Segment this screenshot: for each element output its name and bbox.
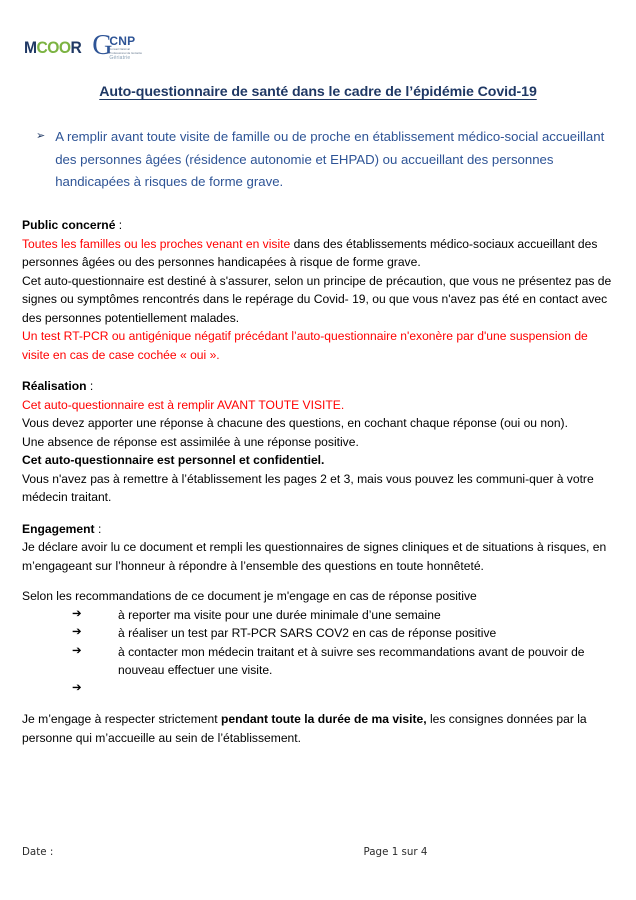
- closing-pre-text: Je m’engage à respecter strictement: [22, 712, 221, 727]
- document-body: [22, 216, 614, 747]
- list-item: [22, 643, 614, 680]
- header-logos: [24, 30, 143, 64]
- spacer-2: [22, 507, 614, 520]
- section-public-heading-label: Public concerné: [22, 218, 116, 232]
- cnp-g-letter: G: [92, 29, 113, 61]
- section-realisation-bold-line: Cet auto-questionnaire est personnel et confidentiel.: [22, 453, 325, 467]
- footer-date-label: Date :: [22, 846, 54, 858]
- section-public-para2: Cet auto-questionnaire est destiné à s'assurer, selon un principe de précaution, que vous ne présentez pas de signes ou symptômes rencontrés dans le repérage du Covid- 19, ou que vous n'avez pas été en contact avec des personnes potentiellement malades.: [22, 273, 612, 325]
- section-engagement-closing: [22, 710, 614, 747]
- list-item-label: [118, 680, 614, 698]
- cnp-logo-text: [109, 33, 143, 62]
- section-public-black-rest: dans des établissements médico-sociaux accueillant des personnes âgées ou des personnes handicapées à risque de forme grave.: [22, 236, 598, 269]
- mcoor-logo-part1: M: [24, 37, 37, 57]
- list-item-label: à réaliser un test par RT-PCR SARS COV2 en cas de réponse positive: [118, 626, 497, 640]
- section-public-red-para: Un test RT-PCR ou antigénique négatif précédant l’auto-questionnaire n'exonère par d'une suspension de visite en cas de case cochée « oui ».: [22, 329, 588, 362]
- section-engagement-intro-line: Selon les recommandations de ce document je m'engage en cas de réponse positive: [22, 589, 477, 603]
- arrow-right-icon: ➔: [72, 681, 82, 694]
- intro-bullet: [36, 126, 618, 194]
- footer-page-number: Page 1 sur 4: [363, 846, 428, 858]
- arrow-right-icon: ➔: [72, 626, 82, 638]
- cnp-subtitle-small: Gériatrie: [109, 55, 131, 62]
- mcoor-logo-part3: R: [70, 37, 82, 57]
- closing-post-text: les consignes données par la personne qui m’accueille au sein de l’établissement.: [22, 712, 587, 745]
- section-realisation-line2: Une absence de réponse est assimilée à une réponse positive.: [22, 434, 359, 449]
- cnp-wordmark: CNP: [109, 33, 136, 48]
- section-realisation-line3: Vous n'avez pas à remettre à l’établissement les pages 2 et 3, mais vous pouvez les communi-quer à votre médecin traitant.: [22, 471, 594, 504]
- section-realisation-heading-colon: :: [86, 379, 94, 393]
- section-engagement-para: Je déclare avoir lu ce document et rempli les questionnaires de signes cliniques et de situations à risques, en m’engageant sur l’honneur à répondre à l’ensemble des questions en toute honnêteté.: [22, 540, 607, 573]
- list-item: [22, 624, 614, 643]
- section-realisation-heading: [22, 377, 614, 396]
- intro-text: A remplir avant toute visite de famille ou de proche en établissement médico-social accueillant des personnes âgées (résidence autonomie et EHPAD) ou accueillant des personnes handicapées à risques de forme grave.: [55, 129, 605, 190]
- section-public-heading-colon: :: [115, 218, 123, 232]
- arrow-right-icon: ➔: [72, 607, 82, 620]
- cnp-logo: [92, 29, 143, 62]
- arrow-right-icon: ➔: [72, 644, 82, 657]
- page-title: Auto-questionnaire de santé dans le cadre de l’épidémie Covid-19: [99, 84, 537, 100]
- chevron-right-icon: ➢: [36, 130, 46, 142]
- spacer-4: [22, 697, 614, 710]
- section-realisation-red-line: Cet auto-questionnaire est à remplir AVANT TOUTE VISITE.: [22, 397, 345, 412]
- section-engagement-heading-label: Engagement: [22, 521, 95, 536]
- engagement-commitment-list: [22, 606, 614, 698]
- closing-bold-text: pendant toute la durée de ma visite,: [220, 712, 427, 727]
- list-item-label: à reporter ma visite pour une durée minimale d’une semaine: [118, 607, 441, 622]
- section-public-para1: [22, 235, 614, 272]
- section-public-heading: [22, 216, 614, 235]
- list-item: [22, 606, 614, 625]
- section-public-red-lead: Toutes les familles ou les proches venant en visite: [22, 236, 291, 251]
- list-item-label: à contacter mon médecin traitant et à suivre ses recommandations avant de pouvoir de nouveau effectuer une visite.: [118, 644, 585, 677]
- mcoor-logo-part2: COO: [36, 37, 71, 57]
- section-realisation: [22, 377, 614, 507]
- section-engagement-heading-colon: :: [94, 521, 102, 536]
- cnp-subtitle: Conseil National Professionnel de Gériatrie: [109, 47, 143, 55]
- spacer-3: [22, 575, 614, 587]
- section-engagement-heading: [22, 520, 614, 539]
- section-engagement: [22, 520, 614, 748]
- mcoor-logo: [24, 39, 81, 56]
- spacer-1: [22, 364, 614, 377]
- list-item: [22, 680, 614, 698]
- section-realisation-line1: Vous devez apporter une réponse à chacune des questions, en cochant chaque réponse (oui ou non).: [22, 416, 568, 430]
- section-realisation-heading-label: Réalisation: [22, 379, 87, 393]
- section-public-concerne: [22, 216, 614, 364]
